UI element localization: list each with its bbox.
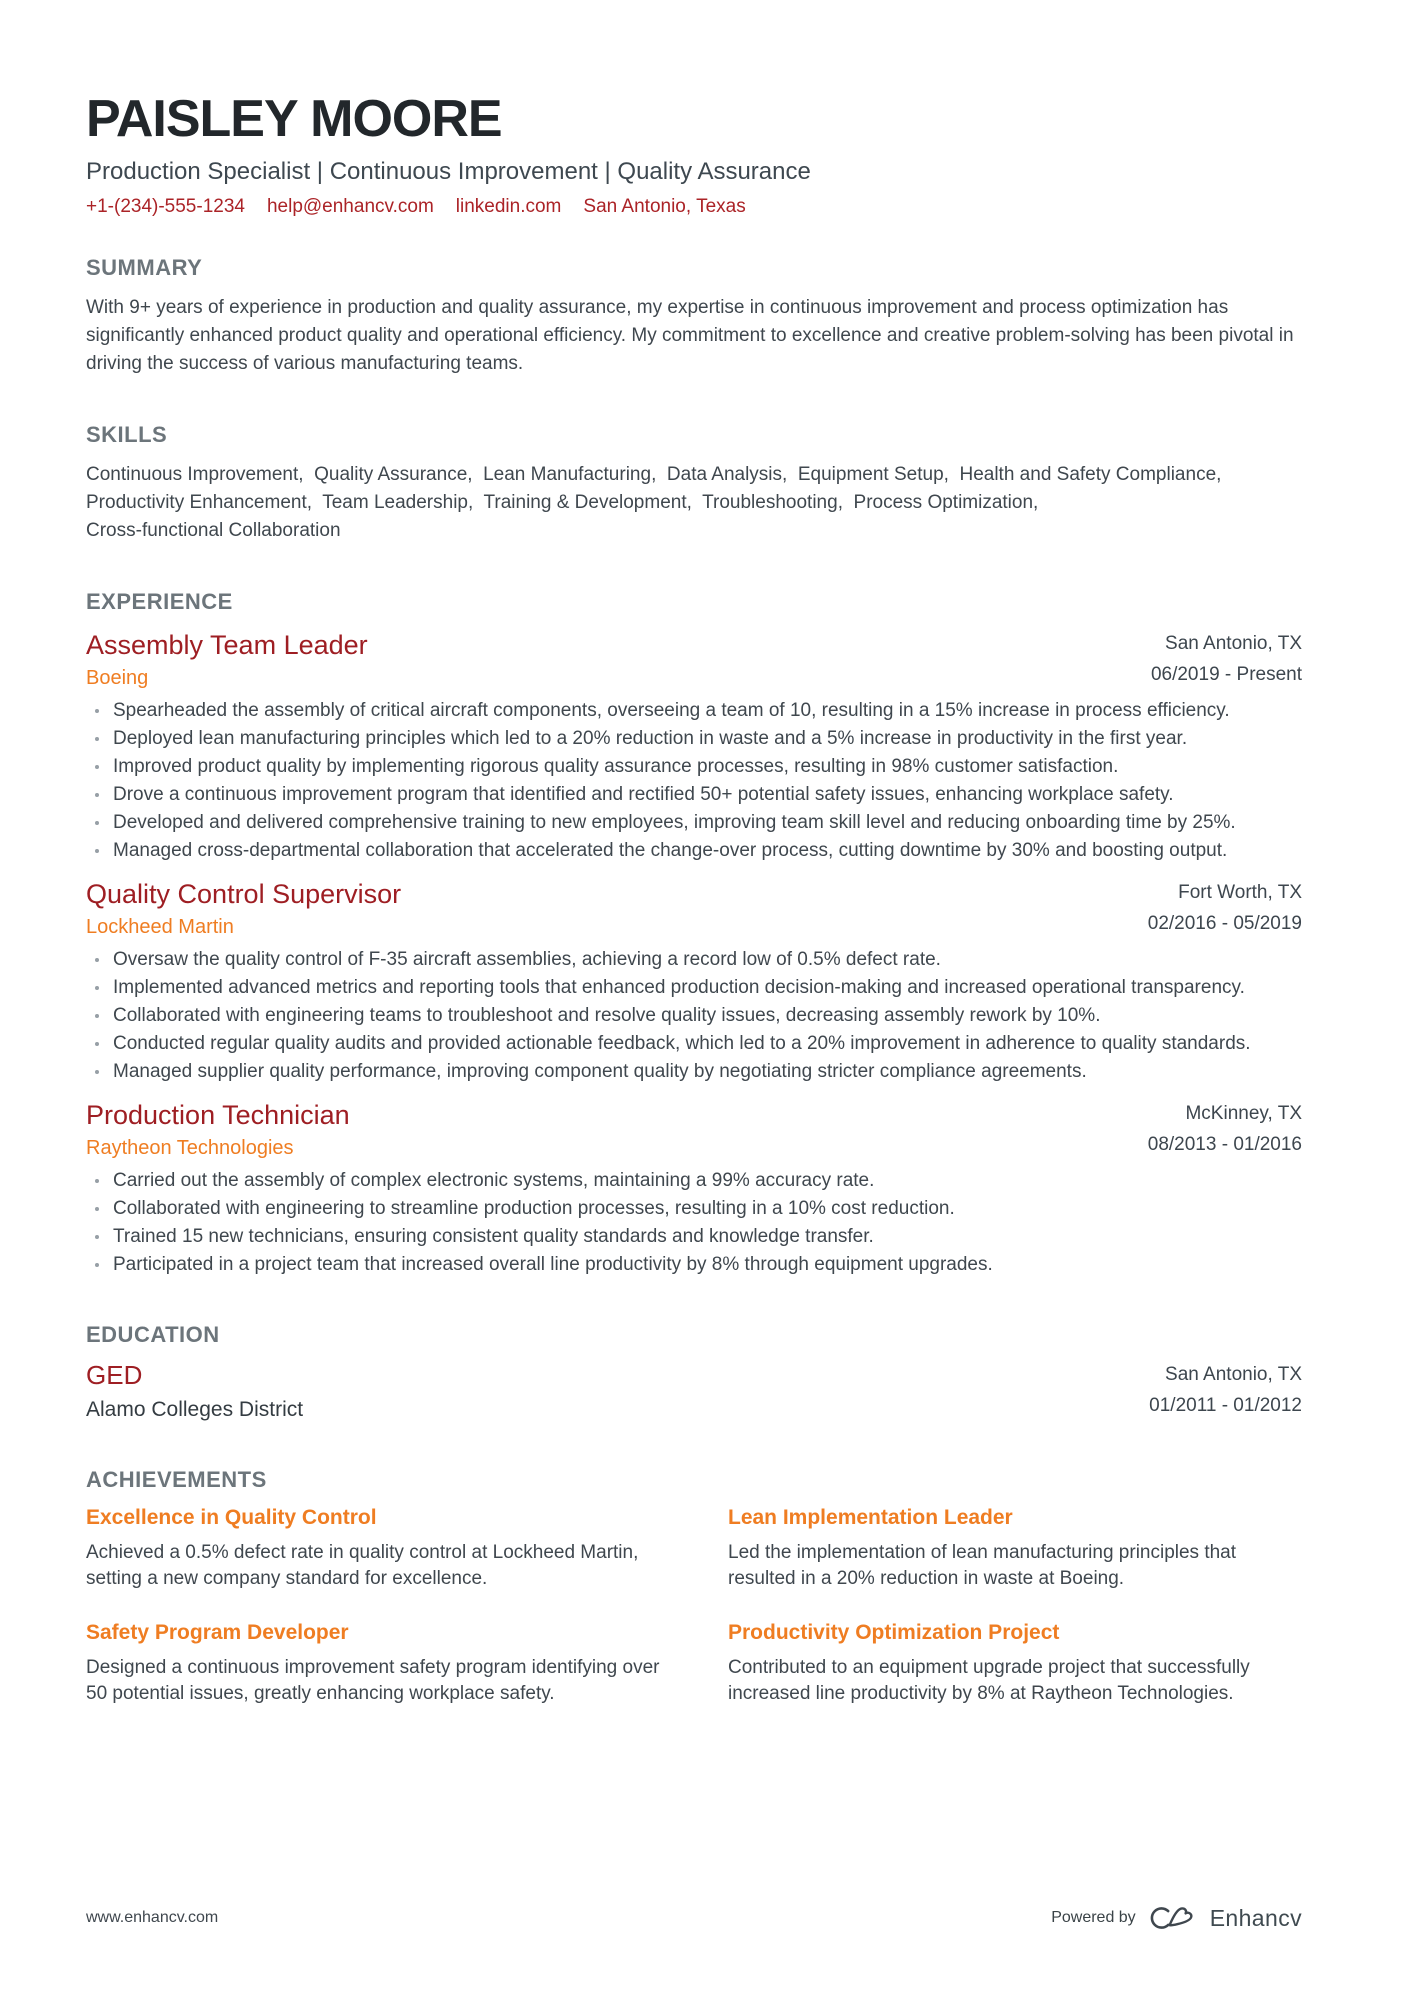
achievement-text: Designed a continuous improvement safety program identifying over 50 potential issues, greatly enhancing workplace safety. bbox=[86, 1656, 660, 1704]
achievement-text: Led the implementation of lean manufacturing principles that resulted in a 20% reduction in waste at Boeing. bbox=[728, 1541, 1237, 1589]
education-location: San Antonio, TX bbox=[1165, 1363, 1302, 1385]
job-bullets bbox=[86, 947, 1302, 1085]
contact-location: San Antonio, Texas bbox=[583, 195, 746, 217]
job-location: Fort Worth, TX bbox=[1178, 881, 1302, 903]
contact-linkedin[interactable]: linkedin.com bbox=[455, 195, 562, 217]
skill-item: Equipment Setup , bbox=[798, 464, 954, 485]
experience-entry bbox=[86, 629, 1302, 864]
achievement-text: Achieved a 0.5% defect rate in quality control at Lockheed Martin, setting a new company standard for excellence. bbox=[86, 1541, 639, 1589]
achievement-title: Excellence in Quality Control bbox=[86, 1505, 377, 1529]
contact-phone[interactable]: +1-(234)-555-1234 bbox=[86, 195, 245, 217]
enhancv-logo-icon bbox=[1150, 1903, 1196, 1933]
job-title: Quality Control Supervisor bbox=[86, 878, 402, 909]
bullet-item: Implemented advanced metrics and reporting tools that enhanced production decision-making and increased operational transparency. bbox=[86, 975, 1302, 1001]
job-company: Raytheon Technologies bbox=[86, 1136, 294, 1159]
skills-heading: SKILLS bbox=[86, 421, 168, 447]
bullet-item: Trained 15 new technicians, ensuring consistent quality standards and knowledge transfer. bbox=[86, 1224, 1302, 1250]
summary-text: With 9+ years of experience in production and quality assurance, my expertise in continuous improvement and process optimization has significantly enhanced product quality and operational efficiency. My commitment to excellence and creative problem-solving has been pivotal in driving the success of various manufacturing teams. bbox=[86, 296, 1294, 374]
skills-list bbox=[86, 461, 1302, 545]
job-title: Assembly Team Leader bbox=[86, 629, 368, 660]
achievement-item bbox=[728, 1505, 1302, 1592]
bullet-item: Developed and delivered comprehensive training to new employees, improving team skill level and reducing onboarding time by 25%. bbox=[86, 810, 1302, 836]
job-dates: 02/2016 - 05/2019 bbox=[1147, 912, 1302, 934]
powered-by-label: Powered by bbox=[1051, 1909, 1136, 1926]
skill-item: Health and Safety Compliance , bbox=[959, 464, 1226, 485]
job-bullets bbox=[86, 698, 1302, 864]
job-location: San Antonio, TX bbox=[1165, 632, 1302, 654]
skill-item: Cross-functional Collaboration bbox=[86, 519, 341, 541]
achievement-title: Safety Program Developer bbox=[86, 1620, 349, 1644]
education-dates: 01/2011 - 01/2012 bbox=[1149, 1394, 1302, 1416]
achievement-title: Productivity Optimization Project bbox=[728, 1620, 1060, 1644]
skill-item: Data Analysis , bbox=[667, 464, 793, 485]
bullet-item: Spearheaded the assembly of critical aircraft components, overseeing a team of 10, resulting in a 15% increase in process efficiency. bbox=[86, 698, 1302, 724]
bullet-item: Carried out the assembly of complex electronic systems, maintaining a 99% accuracy rate. bbox=[86, 1168, 1302, 1194]
bullet-item: Participated in a project team that increased overall line productivity by 8% through equipment upgrades. bbox=[86, 1252, 1302, 1278]
achievement-text: Contributed to an equipment upgrade project that successfully increased line productivity by 8% at Raytheon Technologies. bbox=[728, 1656, 1250, 1704]
job-bullets bbox=[86, 1168, 1302, 1278]
bullet-item: Managed cross-departmental collaboration that accelerated the change-over process, cutting downtime by 30% and boosting output. bbox=[86, 838, 1302, 864]
education-entry bbox=[86, 1360, 1302, 1423]
job-location: McKinney, TX bbox=[1185, 1102, 1302, 1124]
bullet-item: Oversaw the quality control of F-35 aircraft assemblies, achieving a record low of 0.5% defect rate. bbox=[86, 947, 1302, 973]
skill-item: Continuous Improvement , bbox=[86, 464, 309, 485]
skill-item: Process Optimization , bbox=[854, 492, 1044, 513]
job-company: Boeing bbox=[86, 666, 149, 689]
bullet-item: Drove a continuous improvement program that identified and rectified 50+ potential safety issues, enhancing workplace safety. bbox=[86, 782, 1302, 808]
summary-heading: SUMMARY bbox=[86, 254, 203, 280]
skill-item: Training & Development , bbox=[484, 492, 698, 513]
achievements-grid bbox=[86, 1505, 1302, 1707]
bullet-item: Conducted regular quality audits and provided actionable feedback, which led to a 20% improvement in adherence to quality standards. bbox=[86, 1031, 1302, 1057]
skill-item: Troubleshooting , bbox=[702, 492, 848, 513]
enhancv-brand-name[interactable]: Enhancv bbox=[1209, 1904, 1302, 1931]
bullet-item: Collaborated with engineering to streamline production processes, resulting in a 10% cost reduction. bbox=[86, 1196, 1302, 1222]
contact-email[interactable]: help@enhancv.com bbox=[266, 195, 434, 217]
bullet-item: Deployed lean manufacturing principles which led to a 20% reduction in waste and a 5% increase in productivity in the first year. bbox=[86, 726, 1302, 752]
achievement-item bbox=[86, 1620, 660, 1707]
achievement-title: Lean Implementation Leader bbox=[728, 1505, 1013, 1529]
achievement-item bbox=[728, 1620, 1302, 1707]
achievements-heading: ACHIEVEMENTS bbox=[86, 1466, 267, 1492]
skill-item: Lean Manufacturing , bbox=[483, 464, 662, 485]
experience-entry bbox=[86, 1099, 1302, 1278]
contact-row bbox=[86, 195, 1302, 219]
bullet-item: Collaborated with engineering teams to troubleshoot and resolve quality issues, decreasing assembly rework by 10%. bbox=[86, 1003, 1302, 1029]
page-footer bbox=[86, 1903, 1302, 1933]
education-school: Alamo Colleges District bbox=[86, 1397, 304, 1421]
education-degree: GED bbox=[86, 1359, 143, 1390]
experience-heading: EXPERIENCE bbox=[86, 588, 233, 614]
skill-item: Team Leadership , bbox=[322, 492, 478, 513]
bullet-item: Improved product quality by implementing rigorous quality assurance processes, resulting in 98% customer satisfaction. bbox=[86, 754, 1302, 780]
skill-item: Productivity Enhancement , bbox=[86, 492, 317, 513]
resume-name: PAISLEY MOORE bbox=[86, 90, 502, 148]
experience-entry bbox=[86, 878, 1302, 1085]
resume-headline: Production Specialist | Continuous Improvement | Quality Assurance bbox=[86, 157, 811, 185]
education-heading: EDUCATION bbox=[86, 1321, 220, 1347]
job-dates: 08/2013 - 01/2016 bbox=[1147, 1133, 1302, 1155]
job-company: Lockheed Martin bbox=[86, 915, 234, 938]
achievement-item bbox=[86, 1505, 660, 1592]
bullet-item: Managed supplier quality performance, improving component quality by negotiating stricter compliance agreements. bbox=[86, 1059, 1302, 1085]
footer-site-link[interactable]: www.enhancv.com bbox=[86, 1909, 219, 1926]
skill-item: Quality Assurance , bbox=[314, 464, 478, 485]
job-dates: 06/2019 - Present bbox=[1150, 663, 1302, 685]
job-title: Production Technician bbox=[86, 1099, 350, 1130]
footer-brand bbox=[1051, 1903, 1302, 1933]
